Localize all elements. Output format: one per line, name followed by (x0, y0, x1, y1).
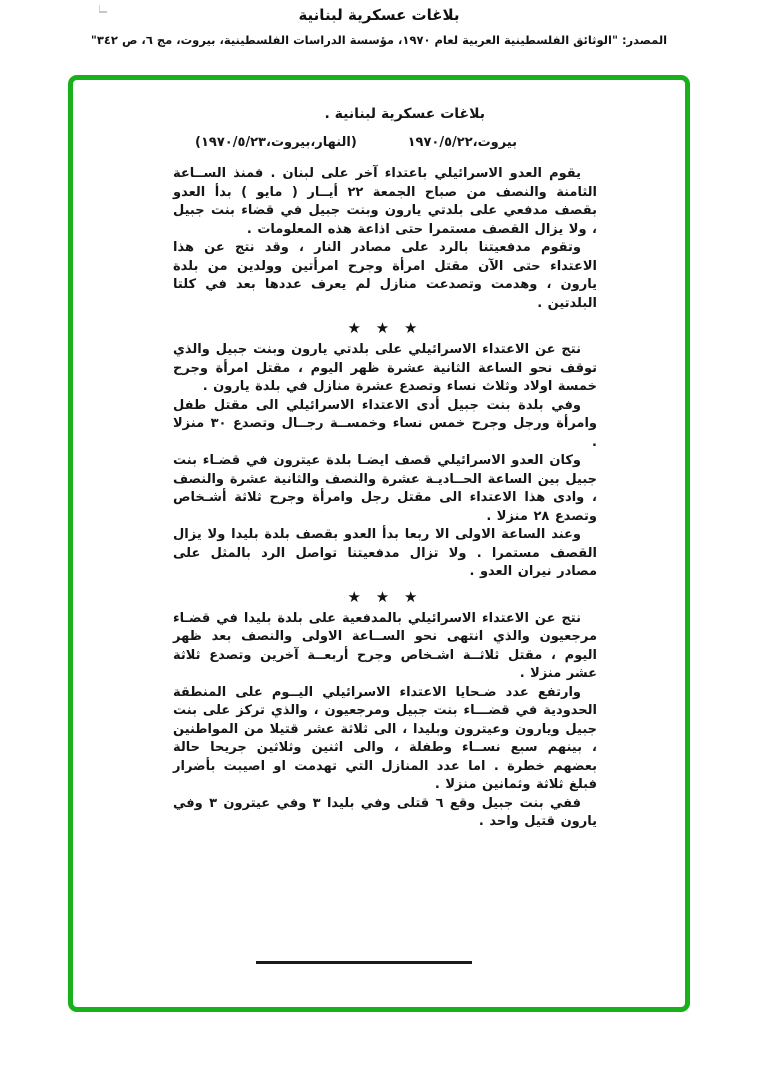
document-title: بلاغات عسكرية لبنانية . (324, 106, 485, 122)
document-frame (68, 75, 690, 1012)
dateline-place-date: بيروت،١٩٧٠/٥/٢٢ (407, 135, 517, 150)
end-rule (256, 961, 472, 964)
paragraph-2: وتقوم مدفعيتنا بالرد على مصادر النار ، وقد نتج عن هذا الاعتداء حتى الآن مقتل امرأة وجرح امرأتين وولدين من بلدة يارون ، وهدمت وتصدعت منازل لم يعرف عددها بعد في كلتا البلدتين . (173, 240, 597, 311)
paragraph-4: وفي بلدة بنت جبيل أدى الاعتداء الاسرائيلي الى مقتل طفل وامرأة ورجل وجرح خمس نساء وخمســة رجــال وتصدع ٣٠ منزلا . (173, 397, 597, 450)
paragraph-5: وكان العدو الاسرائيلي قصف ايضـا بلدة عيترون في قضـاء بنت جبيل بين الساعة الحــاديـة عشرة والنصف والثانية عشرة والنصف ، وادى هذا الاعتداء الى مقتل رجل وامرأة وجرح ثلاثة أشـخاص وتصدع ٢٨ منزلا . (173, 453, 597, 524)
stars-separator: ★ ★ ★ (347, 319, 423, 337)
paragraph-3: نتج عن الاعتداء الاسرائيلي على بلدتي يارون وبنت جبيل والذي توقف نحو الساعة الثانية عشرة ظهر اليوم ، مقتل امرأة وجرح خمسة اولاد وثلاث نساء وتصدع عشرة منازل في بلدة يارون . (173, 342, 597, 394)
dateline (173, 135, 597, 150)
scan-artifact-mark (99, 5, 107, 13)
paragraph-6: وعند الساعة الاولى الا ربعا بدأ العدو بقصف بلدة بليدا ولا يزال القصف مستمرا . ولا تزال مدفعيتنا تواصل الرد بالمثل على مصادر نيران العدو . (173, 527, 597, 579)
paragraph-1: يقوم العدو الاسرائيلي باعتداء آخر على لبنان . فمنذ الســاعة الثامنة والنصف من صباح الجمعة ٢٢ أيــار ( مايو ) بدأ العدو بقصف مدفعي على بلدتي يارون وبنت جبيل في قضاء بنت جبيل ، ولا يزال القصف مستمرا حتى اذاعة هذه المعلومات . (173, 166, 598, 237)
source-citation: المصدر: "الوثائق الفلسطينية العربية لعام ١٩٧٠، مؤسسة الدراسات الفلسطينية، بيروت، مج ٦، ص ٣٤٢" (90, 33, 668, 47)
document-content (173, 80, 597, 832)
paragraph-7: نتج عن الاعتداء الاسرائيلي بالمدفعية على بلدة بليدا في قضـاء مرجعيون والذي انتهى نحو الســاعة الاولى والنصف بعد ظهر اليوم ، مقتل ثلاثــة اشـخاص وجرح أربعــة آخرين وتصدع ثلاثة عشر منزلا . (173, 610, 597, 681)
dateline-publication: (النهار،بيروت،١٩٧٠/٥/٢٣) (195, 135, 357, 150)
paragraph-9: ففي بنت جبيل وقع ٦ قتلى وفي بليدا ٣ وفي عيترون ٣ وفي يارون قتيل واحد . (173, 795, 597, 829)
page-title: بلاغات عسكرية لبنانية (298, 6, 460, 24)
page-header (0, 6, 758, 47)
document-body (173, 165, 597, 832)
stars-separator: ★ ★ ★ (347, 587, 423, 606)
paragraph-8: وارتفع عدد ضـحايا الاعتداء الاسرائيلي اليــوم على المنطقة الحدودية في قضـــاء بنت جبيل ومرجعيون ، والذي تركز على بنت جبيل ويارون وعيترون وبليدا ، الى ثلاثة عشر قتيلا من المواطنين ، بينهم سبع نســاء وطفلة ، والى اثنين وثلاثين جريحا حالة بعضهم خطرة . اما عدد المنازل التي تهدمت او اصيبت بأضرار فبلغ ثلاثة وثمانين منزلا . (173, 684, 597, 792)
